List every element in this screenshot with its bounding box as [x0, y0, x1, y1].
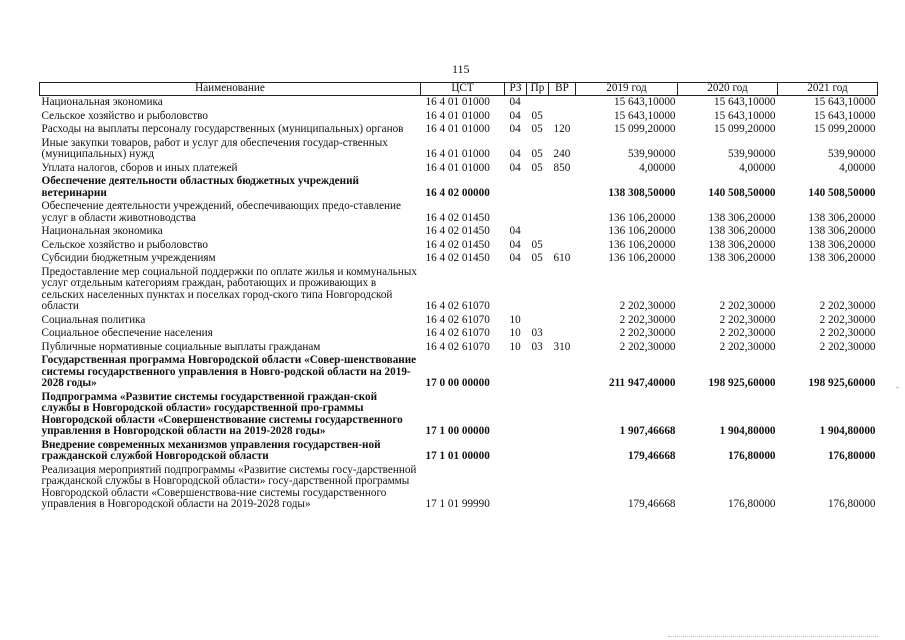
cell-name: Подпрограмма «Развитие системы государственной граждан-ской службы в Новгородской области» государственной про-граммы Новгородской области «Совершенствование системы государственного управления в Новгородской области на 2019-2028 годы» — [41, 390, 403, 437]
cell-vr — [549, 225, 576, 239]
cell-cst: 16 4 02 61070 — [425, 340, 490, 353]
cell-cst: 16 4 02 01450 — [425, 238, 490, 251]
cell-name: Социальная политика — [41, 313, 146, 326]
cell-cst: 17 1 01 99990 — [425, 498, 490, 510]
cell-vr — [549, 314, 576, 328]
header-2019: 2019 год — [576, 83, 678, 96]
cell-name: Реализация мероприятий подпрограммы «Развитие системы госу-дарственной гражданской службы в Новгородской области» госу-дарственной программы Новгородской области «Совершенствова-ние системы государственного управления в Новгородской области на 2019-2028 годы» — [41, 463, 417, 510]
cell-pr: 05 — [531, 252, 543, 264]
table-row — [40, 239, 878, 253]
cell-y2019: 2 202,30000 — [619, 300, 676, 312]
cell-name: Сельское хозяйство и рыболовство — [41, 109, 208, 122]
cell-y2021: 15 643,10000 — [813, 96, 876, 108]
cell-y2019: 15 643,10000 — [613, 109, 676, 122]
cell-vr — [549, 391, 576, 439]
cell-vr — [549, 175, 576, 200]
cell-rz: 04 — [509, 238, 521, 251]
cell-vr: 240 — [553, 148, 571, 160]
cell-y2021: 138 306,20000 — [808, 211, 876, 224]
cell-y2019: 2 202,30000 — [619, 327, 676, 339]
cell-rz — [505, 391, 527, 439]
cell-rz: 10 — [509, 313, 521, 326]
cell-y2019: 2 202,30000 — [619, 313, 676, 326]
page-number: 115 — [452, 62, 470, 76]
cell-rz: 10 — [509, 340, 521, 353]
cell-vr — [549, 354, 576, 391]
cell-name: Иные закупки товаров, работ и услуг для обеспечения государ-ственных (муниципальных) нужд — [41, 136, 388, 160]
cell-y2021: 1 904,80000 — [819, 425, 876, 437]
cell-name: Предоставление мер социальной поддержки по оплате жилья и коммунальных услуг отдельным категориям граждан, работающих и проживающих в сельских населенных пунктах и поселках город-ского типа Новгородской области — [41, 265, 417, 312]
cell-pr: 05 — [531, 148, 543, 160]
cell-y2020: 539,90000 — [727, 148, 776, 160]
cell-y2020: 176,80000 — [727, 498, 776, 510]
cell-y2020: 138 306,20000 — [708, 211, 776, 224]
cell-pr — [527, 439, 549, 464]
cell-y2020: 4,00000 — [739, 161, 776, 174]
cell-y2019: 2 202,30000 — [619, 340, 676, 353]
cell-y2021: 15 643,10000 — [813, 109, 876, 122]
cell-y2019: 138 308,50000 — [608, 186, 676, 199]
cell-vr — [549, 439, 576, 464]
cell-y2019: 179,46668 — [627, 498, 676, 510]
cell-y2020: 198 925,60000 — [708, 377, 776, 389]
table-row — [40, 200, 878, 225]
cell-pr: 05 — [531, 238, 543, 251]
cell-vr — [549, 464, 576, 512]
cell-rz: 04 — [509, 252, 521, 264]
table-row — [40, 137, 878, 162]
header-rz: РЗ — [505, 83, 527, 96]
cell-rz: 04 — [509, 109, 521, 122]
cell-vr: 610 — [553, 252, 571, 264]
cell-y2020: 1 904,80000 — [719, 425, 776, 437]
cell-name: Внедрение современных механизмов управления государствен-ной гражданской службой Новгородской области — [41, 438, 381, 462]
cell-vr: 310 — [553, 340, 571, 353]
cell-cst: 16 4 02 61070 — [425, 327, 490, 339]
cell-y2021: 176,80000 — [827, 498, 876, 510]
cell-rz: 04 — [509, 123, 521, 135]
table-row — [40, 252, 878, 266]
table-row — [40, 162, 878, 176]
table-row — [40, 225, 878, 239]
table-row — [40, 110, 878, 124]
cell-vr — [549, 239, 576, 253]
cell-pr — [527, 314, 549, 328]
cell-cst: 16 4 02 61070 — [425, 300, 490, 312]
cell-pr: 05 — [531, 123, 543, 135]
cell-pr — [527, 464, 549, 512]
cell-y2021: 140 508,50000 — [808, 186, 876, 199]
cell-pr — [527, 391, 549, 439]
cell-cst: 16 4 01 01000 — [425, 161, 490, 174]
cell-y2019: 15 099,20000 — [613, 123, 676, 135]
cell-y2020: 15 099,20000 — [713, 123, 776, 135]
table-row — [40, 327, 878, 341]
cell-pr: 05 — [531, 161, 543, 174]
cell-y2019: 136 106,20000 — [608, 211, 676, 224]
scan-dotted-line — [668, 636, 878, 638]
table-row — [40, 123, 878, 137]
cell-name: Обеспечение деятельности учреждений, обеспечивающих предо-ставление услуг в области животноводства — [41, 200, 401, 224]
table-row — [40, 439, 878, 464]
cell-y2021: 198 925,60000 — [808, 377, 876, 389]
table-body — [40, 96, 878, 512]
cell-y2020: 176,80000 — [727, 450, 776, 462]
header-name: Наименование — [40, 83, 421, 96]
cell-pr: 03 — [531, 327, 543, 339]
cell-y2019: 211 947,40000 — [608, 377, 676, 389]
cell-y2019: 136 106,20000 — [608, 225, 676, 237]
cell-y2019: 4,00000 — [639, 161, 676, 174]
cell-name: Субсидии бюджетным учреждениям — [41, 252, 216, 264]
cell-rz: 04 — [509, 96, 521, 108]
cell-y2021: 138 306,20000 — [808, 225, 876, 237]
cell-cst: 16 4 02 01450 — [425, 252, 490, 264]
header-2021: 2021 год — [778, 83, 878, 96]
cell-rz: 04 — [509, 161, 521, 174]
cell-cst: 16 4 02 61070 — [425, 313, 490, 326]
table-row — [40, 314, 878, 328]
cell-rz — [505, 175, 527, 200]
cell-rz — [505, 464, 527, 512]
cell-y2019: 179,46668 — [627, 450, 676, 462]
cell-y2020: 138 306,20000 — [708, 252, 776, 264]
cell-y2021: 539,90000 — [827, 148, 876, 160]
cell-y2020: 2 202,30000 — [719, 300, 776, 312]
cell-y2021: 2 202,30000 — [819, 340, 876, 353]
cell-vr: 120 — [553, 123, 571, 135]
cell-vr — [549, 200, 576, 225]
header-vr: ВР — [549, 83, 576, 96]
cell-cst: 16 4 01 01000 — [425, 123, 490, 135]
cell-y2020: 2 202,30000 — [719, 313, 776, 326]
cell-y2021: 138 306,20000 — [808, 252, 876, 264]
cell-rz — [505, 200, 527, 225]
cell-name: Национальная экономика — [41, 225, 163, 237]
cell-y2020: 140 508,50000 — [708, 186, 776, 199]
cell-vr — [549, 327, 576, 341]
cell-y2021: 2 202,30000 — [819, 327, 876, 339]
cell-cst: 17 1 00 00000 — [425, 425, 490, 437]
table-row — [40, 96, 878, 110]
budget-table-container — [39, 82, 877, 512]
cell-pr — [527, 200, 549, 225]
table-row — [40, 464, 878, 512]
cell-rz: 04 — [509, 225, 521, 237]
cell-cst: 16 4 02 00000 — [425, 186, 490, 199]
cell-name: Сельское хозяйство и рыболовство — [41, 238, 208, 251]
header-pr: Пр — [527, 83, 549, 96]
table-row — [40, 175, 878, 200]
table-row — [40, 341, 878, 355]
cell-vr — [549, 96, 576, 110]
cell-cst: 17 1 01 00000 — [425, 450, 490, 462]
cell-cst: 17 0 00 00000 — [425, 377, 490, 389]
cell-y2020: 138 306,20000 — [708, 225, 776, 237]
cell-cst: 16 4 02 01450 — [425, 211, 490, 224]
cell-y2019: 136 106,20000 — [608, 252, 676, 264]
cell-pr — [527, 96, 549, 110]
table-row — [40, 266, 878, 314]
cell-name: Расходы на выплаты персоналу государственных (муниципальных) органов — [41, 123, 404, 135]
cell-name: Социальное обеспечение населения — [41, 327, 213, 339]
cell-y2020: 15 643,10000 — [713, 96, 776, 108]
cell-rz: 10 — [509, 327, 521, 339]
cell-y2020: 138 306,20000 — [708, 238, 776, 251]
cell-vr — [549, 266, 576, 314]
table-header-row — [40, 83, 878, 96]
cell-y2020: 2 202,30000 — [719, 327, 776, 339]
cell-rz: 04 — [509, 148, 521, 160]
table-row — [40, 391, 878, 439]
cell-pr: 05 — [531, 109, 543, 122]
cell-name: Обеспечение деятельности областных бюджетных учреждений ветеринарии — [41, 175, 359, 199]
margin-dash: - — [896, 382, 899, 392]
cell-pr: 03 — [531, 340, 543, 353]
cell-cst: 16 4 02 01450 — [425, 225, 490, 237]
cell-y2019: 539,90000 — [627, 148, 676, 160]
cell-vr — [549, 110, 576, 124]
cell-pr — [527, 266, 549, 314]
cell-pr — [527, 225, 549, 239]
cell-pr — [527, 175, 549, 200]
table-row — [40, 354, 878, 391]
cell-name: Публичные нормативные социальные выплаты гражданам — [41, 340, 321, 353]
cell-y2020: 15 643,10000 — [713, 109, 776, 122]
cell-y2019: 1 907,46668 — [619, 425, 676, 437]
cell-y2019: 136 106,20000 — [608, 238, 676, 251]
cell-y2021: 2 202,30000 — [819, 300, 876, 312]
cell-rz — [505, 266, 527, 314]
cell-cst: 16 4 01 01000 — [425, 148, 490, 160]
budget-table — [39, 82, 878, 512]
cell-y2021: 2 202,30000 — [819, 313, 876, 326]
cell-name: Уплата налогов, сборов и иных платежей — [41, 161, 238, 174]
cell-rz — [505, 439, 527, 464]
cell-cst: 16 4 01 01000 — [425, 109, 490, 122]
cell-name: Национальная экономика — [41, 96, 163, 108]
cell-rz — [505, 354, 527, 391]
cell-y2021: 4,00000 — [839, 161, 876, 174]
cell-vr: 850 — [553, 161, 571, 174]
cell-y2021: 138 306,20000 — [808, 238, 876, 251]
cell-y2021: 15 099,20000 — [813, 123, 876, 135]
cell-name: Государственная программа Новгородской области «Совер-шенствование системы государственного управления в Новго-родской области на 2019-2028 годы» — [41, 354, 417, 389]
cell-cst: 16 4 01 01000 — [425, 96, 490, 108]
cell-y2020: 2 202,30000 — [719, 340, 776, 353]
header-2020: 2020 год — [678, 83, 778, 96]
cell-pr — [527, 354, 549, 391]
cell-y2021: 176,80000 — [827, 450, 876, 462]
cell-y2019: 15 643,10000 — [613, 96, 676, 108]
header-cst: ЦСТ — [421, 83, 505, 96]
